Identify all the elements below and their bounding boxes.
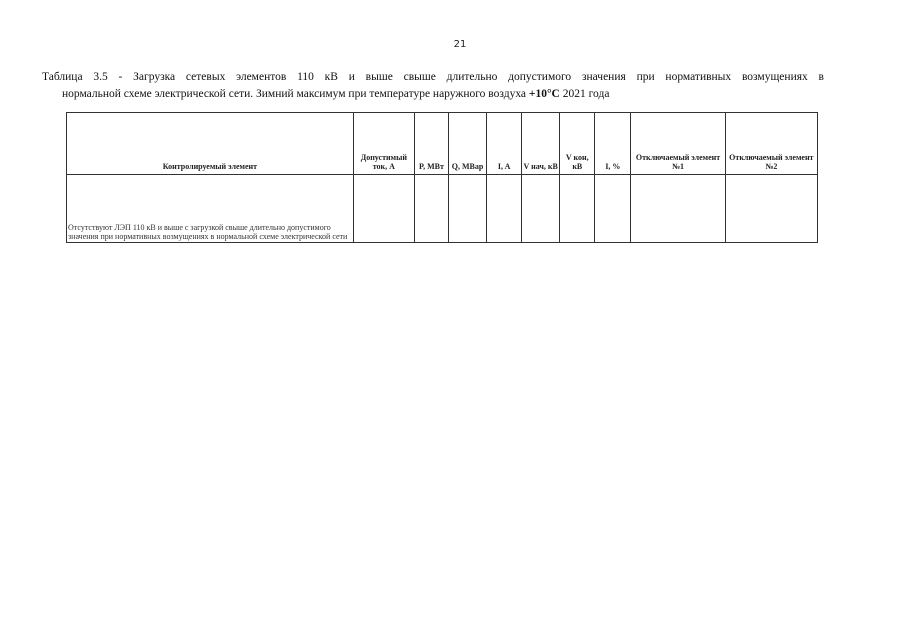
row-note: Отсутствуют ЛЭП 110 кВ и выше с загрузкой свыше длительно допустимого значения при нормативных возмущениях в нормальной схеме электрической сети <box>68 223 348 241</box>
caption-line-2 <box>42 86 824 103</box>
table-caption <box>42 69 824 103</box>
header-disconnected-element-1: Отключаемый элемент №1 <box>631 113 725 175</box>
load-table <box>66 112 818 243</box>
table-header-row <box>67 113 818 175</box>
table-cell <box>414 175 448 243</box>
header-voltage-end: V кон, кВ <box>560 113 595 175</box>
header-active-power: P, МВт <box>414 113 448 175</box>
header-reactive-power: Q, МВар <box>448 113 486 175</box>
header-controlled-element: Контролируемый элемент <box>67 113 354 175</box>
table-cell <box>595 175 631 243</box>
table-cell <box>353 175 414 243</box>
header-current: I, A <box>487 113 522 175</box>
table-cell <box>725 175 817 243</box>
header-allowed-current: Допустимый ток, А <box>353 113 414 175</box>
table-cell <box>67 175 354 243</box>
header-voltage-start: V нач, кВ <box>522 113 560 175</box>
page-number: 21 <box>453 39 467 50</box>
header-current-percent: I, % <box>595 113 631 175</box>
header-disconnected-element-2: Отключаемый элемент №2 <box>725 113 817 175</box>
table-cell <box>487 175 522 243</box>
table-row <box>67 175 818 243</box>
caption-text: нормальной схеме электрической сети. Зимний максимум при температуре наружного воздуха <box>62 88 529 100</box>
table-cell <box>448 175 486 243</box>
table-cell <box>560 175 595 243</box>
caption-temperature: +10°C <box>528 88 560 100</box>
caption-line-1: Таблица 3.5 - Загрузка сетевых элементов 110 кВ и выше свыше длительно допустимого значения при нормативных возмущениях в <box>42 71 824 83</box>
table-cell <box>631 175 725 243</box>
table-cell <box>522 175 560 243</box>
caption-year: 2021 года <box>559 88 610 100</box>
